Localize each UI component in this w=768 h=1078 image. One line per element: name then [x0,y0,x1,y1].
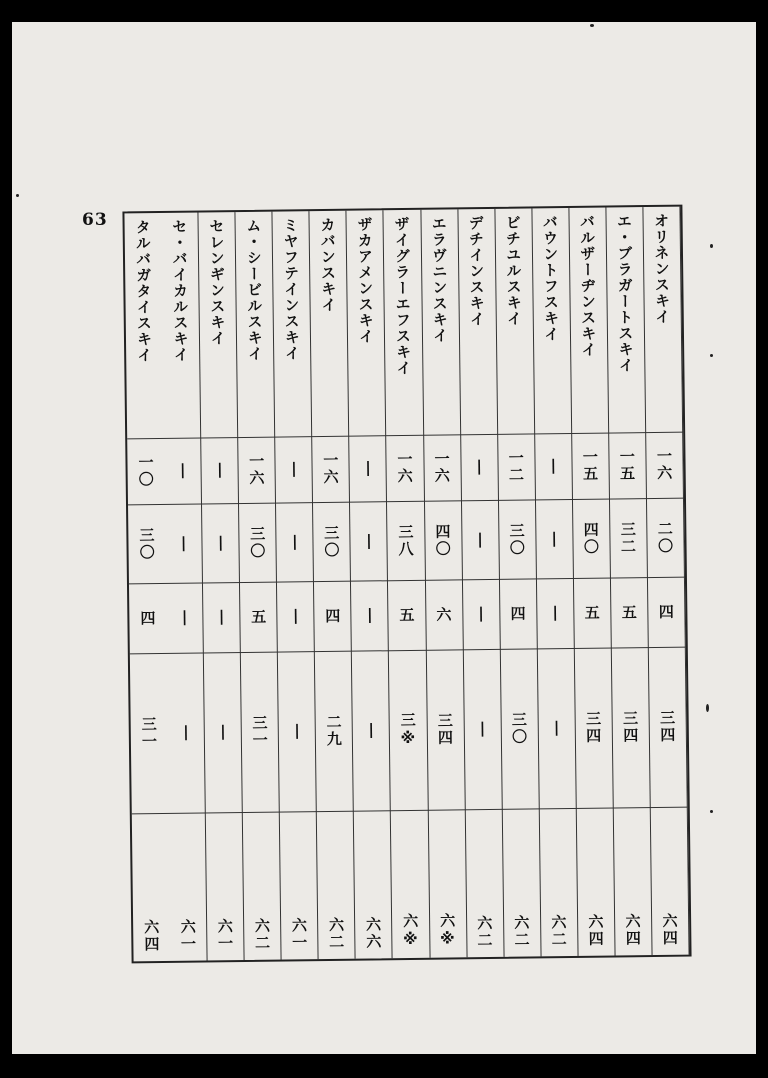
value-cell [461,434,498,500]
value-cell [572,433,609,499]
cell-value: 四〇 [433,522,452,558]
value-cell [647,498,684,577]
name-cell [347,216,386,433]
cell-value: | [360,605,379,626]
place-name: デチインスキイ [466,215,487,328]
value-cell [498,433,535,499]
value-cell [573,499,610,578]
value-cell [275,436,312,502]
cell-value: 三※ [398,711,418,749]
cell-value: 三〇 [507,522,526,557]
value-cell [388,580,425,650]
cell-value: 六二 [252,917,272,952]
cell-value: 六四 [660,912,679,947]
cell-value: 三八 [396,523,415,558]
cell-value: | [470,529,490,550]
speck [710,244,713,248]
speck [706,704,709,712]
cell-value: | [470,456,489,478]
cell-value: 三一 [250,714,269,749]
cell-value: | [544,456,563,477]
value-cell [204,652,242,812]
name-cell [643,213,682,430]
cell-value: 三〇 [322,524,341,559]
cell-value: | [211,532,230,553]
cell-value: 五 [249,608,268,626]
name-cell [273,217,312,434]
value-cell [128,504,166,583]
value-cell [350,435,387,501]
value-cell [387,501,424,580]
cell-value: 三〇 [137,526,156,561]
place-name: カバンスキイ [318,216,338,314]
value-cell [127,438,165,504]
cell-value: 六※ [401,912,420,951]
place-name: バルザーヂンスキイ [577,213,598,358]
value-cell [425,579,462,649]
name-cell [236,218,275,435]
value-cell [611,577,648,647]
speck [16,194,19,197]
value-cell [129,583,167,653]
cell-value: 三〇 [509,711,529,746]
value-cell [315,651,353,811]
cell-value: 三四 [620,710,640,745]
place-name: バウントフスキイ [540,214,561,343]
name-cell [199,218,238,435]
cell-value: | [173,460,192,481]
value-cell [167,652,205,812]
speck [710,354,713,357]
value-cell [540,808,578,956]
cell-value: 六一 [289,917,309,952]
cell-value: | [362,720,381,741]
cell-value: 二〇 [655,520,675,555]
value-cell [277,581,314,651]
value-cell [575,648,613,808]
place-name: オリネンスキイ [651,212,672,325]
value-cell [648,577,685,647]
cell-value: | [358,458,378,479]
name-cell [458,215,497,432]
cell-value: | [545,528,564,549]
name-cell [532,214,571,431]
value-cell [609,432,646,498]
place-name: ザイグラーエフスキイ [392,215,413,377]
cell-value: 一六 [395,450,414,486]
value-cell [535,433,572,499]
value-cell [500,578,537,648]
value-cell [314,581,351,651]
value-cell [537,578,574,648]
value-cell [649,647,687,807]
value-cell [426,649,464,809]
value-cell [614,807,652,955]
cell-value: 四 [323,607,342,625]
place-name: エラヴニンスキイ [429,215,450,344]
cell-value: 一六 [432,450,451,485]
cell-value: 五 [582,604,601,622]
cell-value: | [473,718,492,740]
value-cell [313,436,350,502]
name-cell [310,217,349,434]
cell-value: 一五 [617,448,637,483]
page-number: 63 [82,210,108,230]
place-name: ビチユルスキイ [503,214,524,327]
value-cell [164,438,201,504]
cell-value: 六二 [475,914,494,950]
value-cell [203,582,240,652]
cell-value: 六二 [549,914,568,949]
value-cell [391,810,429,958]
cell-value: 六※ [438,912,457,950]
cell-value: 一二 [506,449,525,484]
value-cell [387,435,424,501]
cell-value: 六六 [363,916,383,951]
value-cell [280,811,318,959]
value-cell [577,808,615,956]
cell-value: | [284,459,304,480]
speck [710,810,713,813]
place-name: ム・シービルスキイ [244,217,265,362]
cell-value: | [213,722,233,743]
value-cell [238,437,275,503]
cell-value: 三四 [583,710,603,745]
value-cell [206,812,244,960]
document-page [12,22,756,1054]
cell-value: 五 [619,603,638,621]
value-cell [502,808,540,956]
value-cell [646,432,683,498]
cell-value: 一〇 [136,454,155,489]
value-cell [130,653,169,813]
place-name: ザカアメンスキイ [355,216,376,345]
value-cell [317,811,355,959]
value-cell [463,649,501,809]
cell-value: | [546,603,565,624]
cell-value: | [287,721,307,742]
cell-value: 四 [656,603,675,621]
value-cell [389,650,427,810]
value-cell [463,579,500,649]
value-cell [424,434,461,500]
cell-value: 二九 [324,713,343,749]
name-cell [125,219,165,436]
value-cell [428,809,466,957]
cell-value: | [286,606,305,627]
cell-value: 六二 [512,914,531,949]
cell-value: 三四 [658,709,677,744]
place-name: エ・ブラガートスキイ [614,213,635,374]
place-name: タルバガタイスキイ [133,219,154,364]
value-cell [610,498,647,577]
value-cell [536,499,573,578]
cell-value: 五 [397,606,416,624]
value-cell [239,503,276,582]
cell-value: 四 [508,605,527,623]
name-cell [606,213,645,430]
cell-value: | [174,533,193,554]
value-cell [278,651,316,811]
value-cell [612,647,650,807]
cell-value: 六四 [142,919,161,954]
cell-value: 六一 [178,918,198,953]
place-name: セレンギンスキイ [207,218,227,347]
value-cell [165,504,202,583]
value-cell [276,502,313,581]
cell-value: | [359,530,379,552]
value-cell [499,499,536,578]
value-cell [538,648,576,808]
place-name: ミヤフテインスキイ [281,217,302,362]
value-cell [241,652,279,812]
value-cell [425,500,462,579]
cell-value: 三一 [139,716,159,751]
cell-value: 一六 [654,447,674,482]
cell-value: | [176,722,196,743]
cell-value: 三四 [435,712,455,747]
value-cell [462,500,499,579]
name-cell [569,214,608,431]
name-cell [495,214,534,431]
name-cell [421,215,460,432]
value-cell [354,810,392,958]
speck [590,24,594,27]
cell-value: 三〇 [248,525,267,560]
cell-value: | [210,460,229,481]
cell-value: | [471,603,491,625]
value-cell [132,813,171,961]
value-cell [465,809,503,957]
cell-value: 一六 [247,452,266,487]
cell-value: 三二 [618,520,638,555]
cell-value: 六四 [623,913,642,948]
cell-value: | [547,718,566,739]
name-cell [162,219,201,436]
value-cell [350,501,387,580]
cell-value: 六 [434,605,453,624]
value-cell [201,437,238,503]
cell-value: 四 [138,609,157,627]
place-name: セ・バイカルスキイ [170,218,190,363]
cell-value: | [175,607,194,628]
value-cell [313,502,350,581]
value-cell [574,578,611,648]
cell-value: | [285,531,304,552]
value-cell [352,650,390,810]
cell-value: 六二 [326,916,346,952]
value-cell [351,580,388,650]
value-cell [169,812,207,960]
name-cell [384,216,423,433]
value-cell [651,807,689,955]
cell-value: 四〇 [581,521,601,556]
cell-value: 六一 [215,918,235,953]
cell-value: | [212,607,231,628]
value-cell [166,583,203,653]
cell-value: 六四 [586,913,605,948]
value-cell [240,582,277,652]
cell-value: 一六 [321,451,340,487]
cell-value: 一五 [580,448,600,483]
data-table [122,205,691,964]
value-cell [500,648,538,808]
value-cell [202,503,239,582]
value-cell [243,812,281,960]
